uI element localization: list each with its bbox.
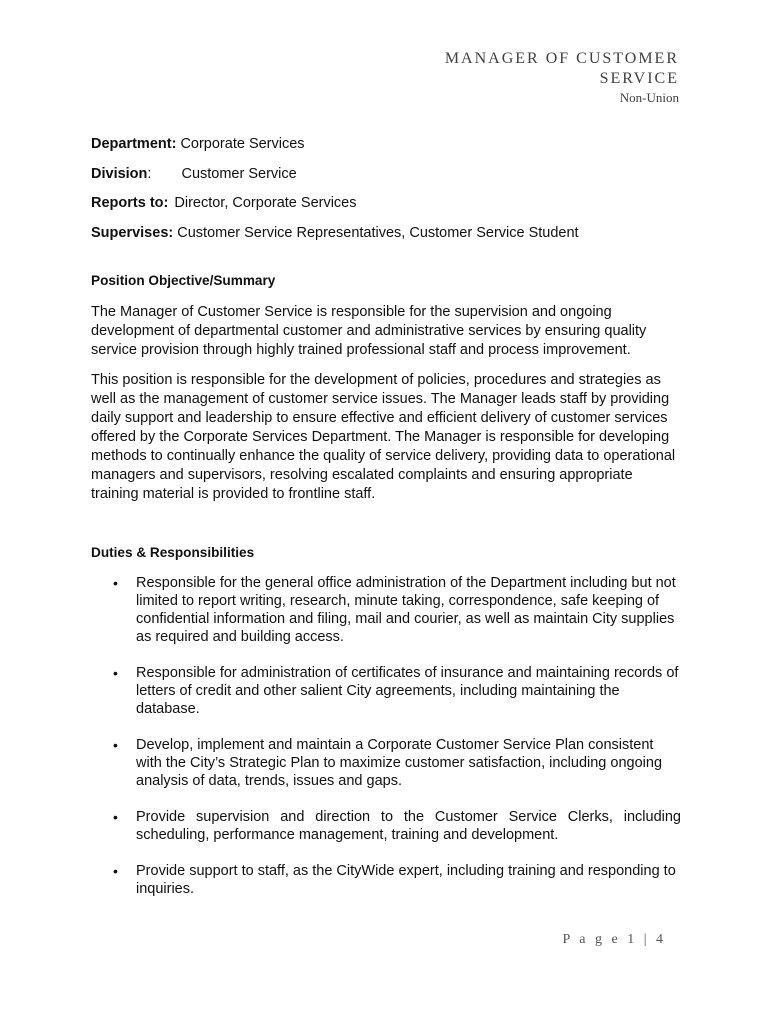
duty-text: Develop, implement and maintain a Corporate Customer Service Plan consistent with the City’s Strategic Plan to maximize customer satisfaction, including ongoing analysis of data, trends, issues and gaps. xyxy=(136,737,663,789)
department-label: Department: xyxy=(91,136,177,152)
reports-to-label: Reports to: xyxy=(91,195,169,211)
reports-to-value: Director, Corporate Services xyxy=(174,195,357,211)
bullet-icon: • xyxy=(113,575,118,591)
summary-paragraph: The Manager of Customer Service is responsible for the supervision and ongoing development of departmental customer and administrative services by ensuring quality service provision through highly trained professional staff and process improvement. xyxy=(91,304,647,358)
page-count: 1 | 4 xyxy=(627,932,666,947)
page-number xyxy=(562,932,666,948)
duty-text: Responsible for administration of certificates of insurance and maintaining records of letters of credit and other salient City agreements, including maintaining the database. xyxy=(136,665,679,717)
supervises-row xyxy=(91,223,691,253)
duties-heading: Duties & Responsibilities xyxy=(91,545,255,560)
summary-heading: Position Objective/Summary xyxy=(91,273,276,288)
duty-text: Responsible for the general office administration of the Department including but not limited to report writing, research, minute taking, correspondence, safe keeping of confidential information and filing, mail and courier, as well as maintain City supplies as required and building access. xyxy=(136,575,676,645)
duty-text: Provide supervision and direction to the Customer Service Clerks, including scheduling, performance management, training and development. xyxy=(136,809,681,843)
department-row xyxy=(91,134,691,164)
bullet-icon: • xyxy=(113,737,118,753)
document-header xyxy=(359,49,679,106)
list-item xyxy=(91,862,681,898)
division-label: Division xyxy=(91,165,148,182)
list-item xyxy=(91,736,681,790)
list-item xyxy=(91,808,681,844)
document-title-line-2: SERVICE xyxy=(599,70,679,87)
division-colon: : xyxy=(147,165,152,182)
list-item xyxy=(91,574,681,646)
division-row xyxy=(91,164,691,194)
document-title-line-1: MANAGER OF CUSTOMER xyxy=(444,50,679,67)
supervises-value: Customer Service Representatives, Customer Service Student xyxy=(177,224,579,241)
bullet-icon: • xyxy=(113,863,118,879)
supervises-label: Supervises: xyxy=(91,224,174,241)
summary-paragraph: This position is responsible for the development of policies, procedures and strategies as well as the management of customer service issues. The Manager leads staff by providing daily support and leadership to ensure effective and efficient delivery of customer services offered by the Corporate Services Department. The Manager is responsible for developing methods to continually enhance the quality of service delivery, providing data to operational managers and supervisors, resolving escalated complaints and ensuring appropriate training material is provided to frontline staff. xyxy=(91,372,676,502)
list-item xyxy=(91,664,681,718)
document-subtitle: Non-Union xyxy=(619,90,679,105)
duties-list xyxy=(91,574,691,916)
bullet-icon: • xyxy=(113,665,118,681)
duty-text: Provide support to staff, as the CityWide expert, including training and responding to inquiries. xyxy=(136,863,676,897)
department-value: Corporate Services xyxy=(180,136,305,152)
bullet-icon: • xyxy=(113,809,118,825)
division-value: Customer Service xyxy=(181,165,297,182)
position-metadata xyxy=(91,134,691,252)
page-label: P a g e xyxy=(562,932,621,947)
reports-to-row xyxy=(91,193,691,223)
